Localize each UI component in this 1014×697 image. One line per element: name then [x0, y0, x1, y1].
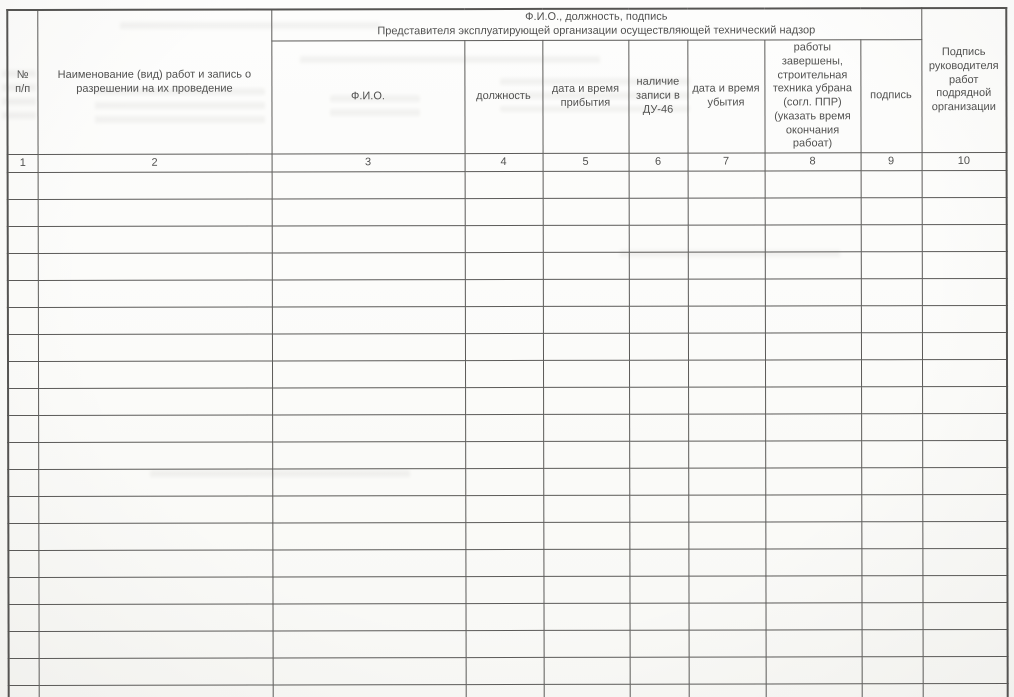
table-cell — [272, 496, 465, 523]
column-number: 9 — [861, 153, 922, 171]
table-cell — [688, 495, 765, 522]
table-cell — [922, 305, 1007, 332]
table-cell — [38, 334, 272, 361]
table-cell — [38, 280, 272, 307]
table-row — [8, 170, 1007, 199]
column-number: 8 — [765, 153, 861, 171]
table-row — [9, 683, 1008, 697]
table-cell — [543, 468, 629, 495]
table-cell — [922, 197, 1007, 224]
table-cell — [861, 468, 922, 495]
table-cell — [766, 603, 862, 630]
table-cell — [765, 225, 861, 252]
table-cell — [465, 279, 543, 306]
table-cell — [861, 333, 922, 360]
table-cell — [861, 360, 922, 387]
table-cell — [38, 361, 272, 388]
table-cell — [688, 441, 765, 468]
table-cell — [861, 414, 922, 441]
column-number: 1 — [8, 154, 38, 172]
table-cell — [544, 630, 630, 657]
table-cell — [543, 171, 629, 198]
table-cell — [765, 333, 861, 360]
table-cell — [765, 360, 861, 387]
table-cell — [688, 171, 765, 198]
table-cell — [465, 252, 543, 279]
table-cell — [38, 442, 272, 469]
table-cell — [8, 199, 38, 226]
table-cell — [689, 684, 766, 697]
table-cell — [465, 468, 543, 495]
table-cell — [630, 630, 689, 657]
table-cell — [543, 576, 629, 603]
table-row — [8, 224, 1007, 253]
table-cell — [465, 549, 543, 576]
table-cell — [922, 548, 1007, 575]
header-span-row — [7, 8, 1006, 42]
table-cell — [38, 523, 272, 550]
table-cell — [466, 684, 544, 697]
journal-table — [6, 7, 1009, 697]
table-cell — [38, 415, 272, 442]
merged-header-line2: Представителя эксплуатирующей организации осуществляющей технический надзор — [377, 24, 816, 38]
table-cell — [688, 252, 765, 279]
table-cell — [465, 387, 543, 414]
table-cell — [543, 441, 629, 468]
table-cell — [689, 630, 766, 657]
table-cell — [466, 603, 544, 630]
empty-rows — [8, 170, 1008, 697]
table-cell — [38, 172, 272, 199]
table-cell — [8, 523, 38, 550]
column-number: 6 — [629, 153, 688, 171]
table-cell — [465, 522, 543, 549]
table-cell — [543, 252, 629, 279]
table-cell — [543, 333, 629, 360]
table-cell — [765, 279, 861, 306]
table-cell — [465, 441, 543, 468]
column-header-contractor-signature: Подпись руководителя работ подрядной организации — [921, 8, 1006, 153]
table-cell — [689, 657, 766, 684]
table-cell — [862, 630, 923, 657]
table-cell — [272, 388, 465, 415]
table-cell — [861, 171, 922, 198]
table-cell — [272, 334, 465, 361]
table-cell — [688, 387, 765, 414]
table-cell — [629, 171, 688, 198]
table-row — [8, 197, 1007, 226]
table-cell — [922, 332, 1007, 359]
table-cell — [922, 170, 1007, 197]
table-cell — [862, 657, 923, 684]
table-cell — [688, 549, 765, 576]
table-cell — [8, 253, 38, 280]
table-cell — [629, 360, 688, 387]
table-cell — [688, 522, 765, 549]
table-cell — [922, 521, 1007, 548]
table-cell — [861, 495, 922, 522]
table-row — [8, 467, 1007, 496]
table-row — [8, 413, 1007, 442]
table-cell — [8, 388, 38, 415]
table-cell — [8, 496, 38, 523]
table-row — [8, 548, 1007, 577]
table-cell — [465, 495, 543, 522]
table-cell — [629, 441, 688, 468]
column-number: 4 — [465, 153, 543, 171]
table-cell — [465, 333, 543, 360]
column-number: 10 — [922, 152, 1007, 170]
table-cell — [272, 361, 465, 388]
table-cell — [543, 360, 629, 387]
table-cell — [688, 198, 765, 225]
table-cell — [922, 413, 1007, 440]
table-cell — [465, 171, 543, 198]
table-row — [8, 305, 1007, 334]
table-cell — [543, 306, 629, 333]
table-cell — [8, 442, 38, 469]
column-header-works-finished: работы завершены, строительная техника убрана (согл. ППР) (указать время окончания рабоат) — [764, 40, 860, 153]
table-cell — [688, 576, 765, 603]
column-number: 3 — [272, 154, 465, 172]
column-number: 2 — [38, 154, 272, 172]
table-cell — [688, 468, 765, 495]
table-cell — [861, 387, 922, 414]
table-cell — [923, 683, 1008, 697]
table-cell — [765, 171, 861, 198]
table-cell — [465, 306, 543, 333]
table-cell — [8, 577, 38, 604]
table-cell — [629, 414, 688, 441]
table-cell — [39, 658, 273, 685]
table-cell — [38, 496, 272, 523]
table-cell — [765, 576, 861, 603]
table-cell — [38, 226, 272, 253]
table-cell — [8, 172, 38, 199]
table-cell — [861, 252, 922, 279]
table-cell — [272, 415, 465, 442]
table-cell — [543, 279, 629, 306]
table-cell — [8, 550, 38, 577]
table-cell — [861, 522, 922, 549]
table-cell — [272, 199, 465, 226]
table-cell — [765, 495, 861, 522]
table-cell — [922, 224, 1007, 251]
table-cell — [765, 441, 861, 468]
column-header-position: должность — [464, 40, 542, 153]
table-row — [8, 575, 1007, 604]
table-cell — [923, 629, 1008, 656]
table-cell — [629, 549, 688, 576]
table-cell — [273, 631, 466, 658]
table-cell — [862, 603, 923, 630]
table-cell — [8, 334, 38, 361]
merged-header-representative — [271, 8, 921, 41]
table-cell — [272, 469, 465, 496]
table-row — [8, 440, 1007, 469]
table-cell — [861, 225, 922, 252]
table-cell — [630, 657, 689, 684]
column-header-work-name: Наименование (вид) работ и запись о разрешении на их проведение — [37, 9, 271, 154]
table-cell — [543, 387, 629, 414]
column-number-row — [8, 152, 1007, 172]
table-row — [8, 278, 1007, 307]
table-cell — [38, 253, 272, 280]
table-row — [9, 629, 1008, 658]
table-cell — [465, 360, 543, 387]
table-cell — [38, 577, 272, 604]
table-cell — [688, 414, 765, 441]
column-number: 5 — [543, 153, 629, 171]
table-cell — [861, 198, 922, 225]
merged-header-line1: Ф.И.О., должность, подпись — [525, 10, 668, 24]
table-row — [8, 386, 1007, 415]
table-cell — [630, 684, 689, 697]
table-cell — [543, 495, 629, 522]
table-row — [8, 332, 1007, 361]
table-cell — [629, 279, 688, 306]
table-cell — [629, 522, 688, 549]
table-cell — [765, 306, 861, 333]
table-cell — [765, 414, 861, 441]
table-cell — [466, 630, 544, 657]
table-cell — [688, 333, 765, 360]
table-cell — [8, 307, 38, 334]
table-cell — [629, 252, 688, 279]
table-cell — [272, 442, 465, 469]
table-row — [8, 494, 1007, 523]
table-cell — [38, 199, 272, 226]
table-cell — [8, 469, 38, 496]
table-cell — [544, 684, 630, 697]
table-cell — [8, 226, 38, 253]
table-cell — [629, 387, 688, 414]
table-cell — [272, 280, 465, 307]
table-cell — [9, 685, 39, 697]
table-cell — [922, 440, 1007, 467]
table-cell — [39, 685, 273, 697]
table-cell — [272, 307, 465, 334]
table-cell — [273, 604, 466, 631]
table-cell — [629, 576, 688, 603]
column-header-fio: Ф.И.О. — [271, 41, 464, 154]
table-cell — [629, 306, 688, 333]
table-cell — [688, 225, 765, 252]
table-cell — [38, 307, 272, 334]
table-cell — [688, 306, 765, 333]
column-header-departure: дата и время убытия — [687, 40, 764, 153]
table-cell — [923, 602, 1008, 629]
table-cell — [922, 359, 1007, 386]
table-cell — [765, 252, 861, 279]
table-cell — [765, 468, 861, 495]
table-cell — [544, 603, 630, 630]
table-cell — [272, 172, 465, 199]
table-cell — [543, 522, 629, 549]
table-cell — [9, 658, 39, 685]
table-row — [9, 656, 1008, 685]
table-cell — [39, 631, 273, 658]
table-cell — [272, 226, 465, 253]
table-cell — [272, 577, 465, 604]
table-cell — [38, 388, 272, 415]
table-cell — [272, 253, 465, 280]
table-cell — [688, 279, 765, 306]
table-cell — [272, 523, 465, 550]
table-cell — [543, 225, 629, 252]
table-cell — [629, 198, 688, 225]
table-cell — [543, 414, 629, 441]
table-cell — [544, 657, 630, 684]
table-cell — [922, 467, 1007, 494]
table-cell — [689, 603, 766, 630]
table-cell — [629, 333, 688, 360]
table-cell — [688, 360, 765, 387]
table-cell — [923, 656, 1008, 683]
table-cell — [765, 387, 861, 414]
table-cell — [38, 469, 272, 496]
table-cell — [8, 415, 38, 442]
table-cell — [861, 306, 922, 333]
table-cell — [923, 575, 1008, 602]
table-cell — [466, 657, 544, 684]
table-cell — [38, 550, 272, 577]
column-header-du46-record: наличие записи в ДУ-46 — [628, 40, 687, 153]
table-row — [9, 602, 1008, 631]
table-cell — [862, 684, 923, 697]
table-cell — [543, 198, 629, 225]
table-cell — [765, 522, 861, 549]
table-row — [8, 359, 1007, 388]
table-row — [8, 251, 1007, 280]
column-header-row-number: № п/п — [7, 10, 37, 155]
table-cell — [765, 549, 861, 576]
table-cell — [9, 631, 39, 658]
table-cell — [766, 630, 862, 657]
table-cell — [9, 604, 39, 631]
column-header-signature: подпись — [860, 40, 921, 153]
table-cell — [861, 279, 922, 306]
table-cell — [861, 441, 922, 468]
column-number: 7 — [688, 153, 765, 171]
table-cell — [861, 549, 922, 576]
table-cell — [922, 494, 1007, 521]
table-cell — [922, 251, 1007, 278]
table-cell — [765, 198, 861, 225]
table-cell — [465, 198, 543, 225]
table-cell — [922, 278, 1007, 305]
column-header-arrival: дата и время прибытия — [542, 40, 628, 153]
table-cell — [922, 386, 1007, 413]
table-cell — [465, 414, 543, 441]
table-row — [8, 521, 1007, 550]
table-cell — [273, 658, 466, 685]
table-cell — [8, 280, 38, 307]
table-cell — [766, 657, 862, 684]
table-cell — [861, 576, 922, 603]
table-cell — [8, 361, 38, 388]
table-cell — [766, 684, 862, 697]
table-cell — [272, 550, 465, 577]
table-cell — [39, 604, 273, 631]
table-cell — [629, 225, 688, 252]
table-cell — [543, 549, 629, 576]
table-cell — [465, 225, 543, 252]
table-cell — [465, 576, 543, 603]
table-cell — [630, 603, 689, 630]
table-cell — [629, 495, 688, 522]
table-cell — [273, 685, 466, 697]
table-cell — [629, 468, 688, 495]
